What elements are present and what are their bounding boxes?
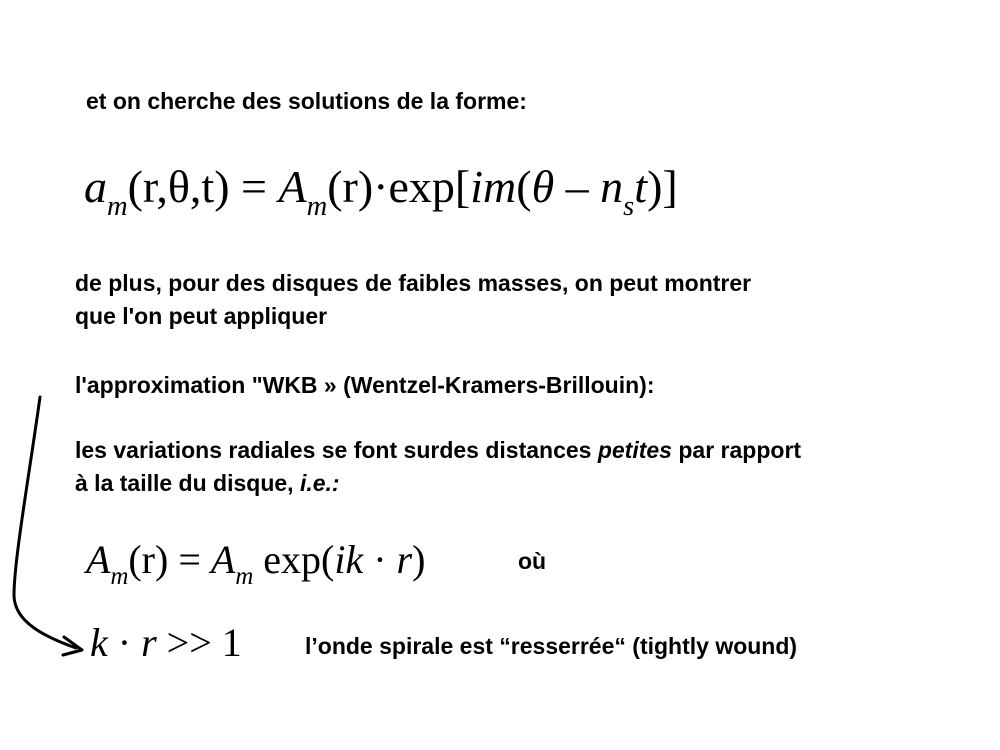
eq2-r: r — [396, 537, 413, 582]
eq1-theta: θ — [531, 161, 555, 212]
eq1-A-sub: m — [306, 190, 328, 222]
eq1-exp: exp — [388, 161, 455, 212]
eq2-A2-sub: m — [235, 563, 254, 591]
eq1-equals: = — [229, 161, 279, 212]
eq2-dot: · — [363, 537, 397, 582]
p2-l1-after: par rapport — [671, 437, 802, 463]
eq2-equals: = — [168, 537, 211, 582]
ou-label: où — [518, 548, 547, 574]
eq3-r: r — [141, 620, 157, 665]
eq1-minus: – — [554, 161, 601, 212]
eq1-n-sub: s — [623, 190, 635, 222]
eq3-one: 1 — [221, 620, 242, 665]
eq1-args: (r,θ,t) — [127, 161, 230, 212]
tight-label: l’onde spirale est “resserrée“ (tightly wound) — [305, 633, 798, 659]
p2-l1-italic: petites — [597, 437, 672, 463]
eq1-bracket: [ — [454, 161, 471, 212]
intro-text: et on cherche des solutions de la forme: — [86, 88, 527, 114]
eq1-A: A — [278, 161, 307, 212]
eq2-ik: ik — [334, 537, 364, 582]
eq2-close: ) — [412, 537, 426, 582]
eq1-a-sub: m — [107, 190, 128, 222]
eq1-paren: ( — [516, 161, 532, 212]
p2-l1-before: les variations radiales se font surdes distances — [75, 437, 598, 463]
eq2-A2: A — [210, 537, 236, 582]
eq1-a: a — [84, 161, 107, 212]
eq1-n: n — [600, 161, 624, 212]
eq3-dot: · — [107, 620, 142, 665]
p2-l2-italic: i.e.: — [299, 470, 340, 496]
eq3-rel: >> — [156, 620, 222, 665]
eq2-arg: (r) — [128, 537, 169, 582]
eq1-dot: · — [373, 161, 389, 212]
eq1-im: im — [470, 161, 517, 212]
paragraph1-line1: de plus, pour des disques de faibles masses, on peut montrer — [75, 270, 752, 296]
eq2-A: A — [86, 537, 111, 582]
paragraph1-line2: que l'on peut appliquer — [75, 303, 328, 329]
eq3-k: k — [90, 620, 108, 665]
eq1-t: t — [634, 161, 648, 212]
eq2-A-sub: m — [110, 563, 129, 591]
eq1-close: )] — [647, 161, 678, 212]
eq2-exp: exp( — [253, 537, 335, 582]
eq1-A-arg: (r) — [327, 161, 374, 212]
p2-l2-before: à la taille du disque, — [75, 470, 300, 496]
wkb-line: l'approximation "WKB » (Wentzel-Kramers-Brillouin): — [75, 372, 655, 398]
